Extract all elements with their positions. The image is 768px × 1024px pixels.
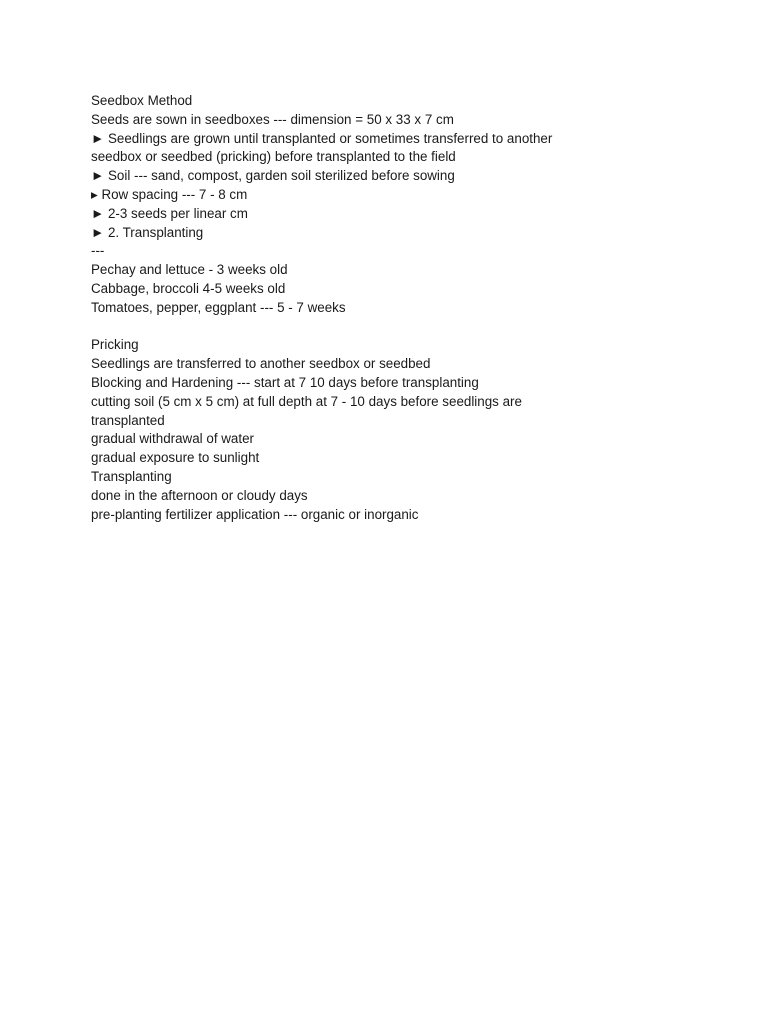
blank-line: [91, 318, 711, 337]
bullet-line: ► Seedlings are grown until transplanted or sometimes transferred to another: [91, 130, 553, 146]
document-text: [91, 92, 711, 524]
text-line: Blocking and Hardening --- start at 7 10 days before transplanting: [91, 374, 479, 390]
text-line: Tomatoes, pepper, eggplant --- 5 - 7 weeks: [91, 299, 346, 315]
heading-seedbox-method: Seedbox Method: [91, 93, 193, 108]
text-line: seedbox or seedbed (pricking) before transplanted to the field: [91, 149, 456, 165]
text-line: transplanted: [91, 412, 165, 428]
text-line: Seeds are sown in seedboxes --- dimension = 50 x 33 x 7 cm: [91, 111, 454, 127]
text-line: pre-planting fertilizer application --- organic or inorganic: [91, 506, 419, 522]
text-line: gradual withdrawal of water: [91, 431, 255, 447]
text-line: Pechay and lettuce - 3 weeks old: [91, 262, 288, 278]
text-line: Cabbage, broccoli 4-5 weeks old: [91, 280, 286, 296]
bullet-line: ▸ Row spacing --- 7 - 8 cm: [91, 186, 248, 202]
text-line: gradual exposure to sunlight: [91, 450, 260, 466]
heading-pricking: Pricking: [91, 337, 139, 353]
text-line: done in the afternoon or cloudy days: [91, 487, 308, 503]
heading-transplanting: Transplanting: [91, 468, 172, 484]
separator-line: ---: [91, 243, 105, 259]
text-line: Seedlings are transferred to another seedbox or seedbed: [91, 356, 431, 372]
bullet-line: ► 2-3 seeds per linear cm: [91, 205, 248, 221]
bullet-line: ► Soil --- sand, compost, garden soil sterilized before sowing: [91, 168, 455, 184]
bullet-line: ► 2. Transplanting: [91, 224, 204, 240]
text-line: cutting soil (5 cm x 5 cm) at full depth at 7 - 10 days before seedlings are: [91, 393, 522, 409]
